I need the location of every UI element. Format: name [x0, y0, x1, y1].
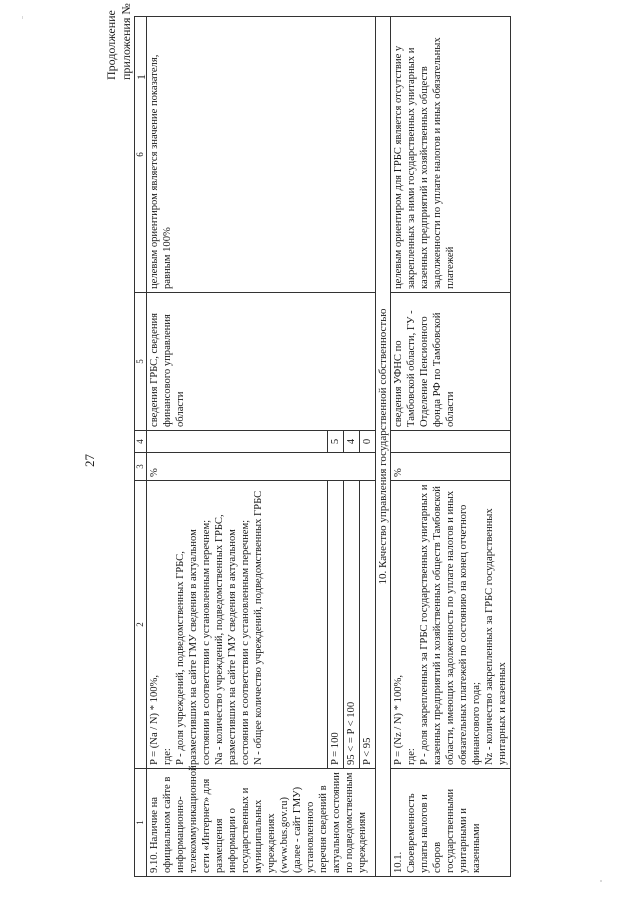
formula-line: где:	[162, 748, 173, 765]
column-number: 6	[135, 17, 147, 293]
section-heading-row	[376, 17, 391, 877]
score-condition: P < 95	[360, 481, 376, 769]
column-number: 3	[135, 453, 147, 481]
indicator-name: 10.1. Своевременность уплаты налогов и сборов государственными унитарными и казенными	[391, 769, 511, 877]
score-points: 5	[328, 431, 344, 453]
column-number-row	[135, 17, 147, 877]
table-row	[147, 17, 328, 877]
source-cell: сведения ГРБС, сведения финансового управления области	[147, 293, 376, 431]
criteria-table	[134, 16, 511, 877]
target-cell: целевым ориентиром является значение показателя, равным 100%	[147, 17, 376, 293]
formula-line: N - общее количество учреждений, подведомственных ГРБС	[253, 490, 264, 765]
score-points: 0	[360, 431, 376, 453]
column-number: 2	[135, 481, 147, 769]
formula-line: P - доля закрепленных за ГРБС государственных унитарных и казенных предприятий и хозяйственных обществ Тамбовской области, имеющих задолженность по уплате налогов и иных обязательных платежей по состоянию на конец отчетного финансового года;	[419, 484, 482, 765]
page-number: 27	[82, 454, 97, 467]
target-cell: целевым ориентиром для ГРБС является отсутствие у закрепленных за ними государственных унитарных и казенных предприятий и хозяйственных обществ задолженности по уплате налогов и иных обязательных платежей	[391, 17, 511, 293]
points-cell	[391, 431, 511, 453]
column-number: 5	[135, 293, 147, 431]
formula-line: Nz - количество закрепленных за ГРБС государственных унитарных и казенных	[484, 508, 508, 765]
formula-line: где:	[406, 748, 417, 765]
continuation-caption: Продолжение приложения № 1	[104, 3, 148, 80]
unit-cell: %	[147, 453, 376, 481]
score-points: 4	[344, 431, 360, 453]
column-number: 1	[135, 769, 147, 877]
indicator-name: 9.10. Наличие на официальном сайте в информационно-телекоммуникационной сети «Интернет» для размещения информации о государственных и муниципальных учреждениях (www.bus.gov.ru) (далее - сайт ГМУ) установленного перечня сведений в актуальном состоянии по подведомственным учреждениям	[147, 769, 376, 877]
source-cell: сведения УФНС по Тамбовской области, ГУ - Отделение Пенсионного фонда РФ по Тамбовской области	[391, 293, 511, 431]
column-number: 4	[135, 431, 147, 453]
formula-line: Na - количество учреждений, подведомственных ГРБС, разместивших на сайте ГМУ сведения в актуальном состоянии в соответствии с установленным перечнем;	[214, 514, 251, 765]
formula-line: P = (Na / N) * 100%,	[149, 674, 160, 765]
section-heading: 10. Качество управления государственной собственностью	[376, 17, 391, 877]
formula-line: P - доля учреждений, подведомственных ГРБС, разместивших на сайте ГМУ сведения в актуальном состоянии в соответствии с установленным перечнем;	[175, 519, 212, 765]
formula-cell	[391, 481, 511, 769]
formula-line: P = (Nz / N) * 100%,	[393, 674, 404, 765]
score-condition: 95 < = P < 100	[344, 481, 360, 769]
table-row	[391, 17, 511, 877]
points-cell	[147, 431, 328, 453]
formula-cell	[147, 481, 328, 769]
unit-cell: %	[391, 453, 511, 481]
score-condition: P = 100	[328, 481, 344, 769]
